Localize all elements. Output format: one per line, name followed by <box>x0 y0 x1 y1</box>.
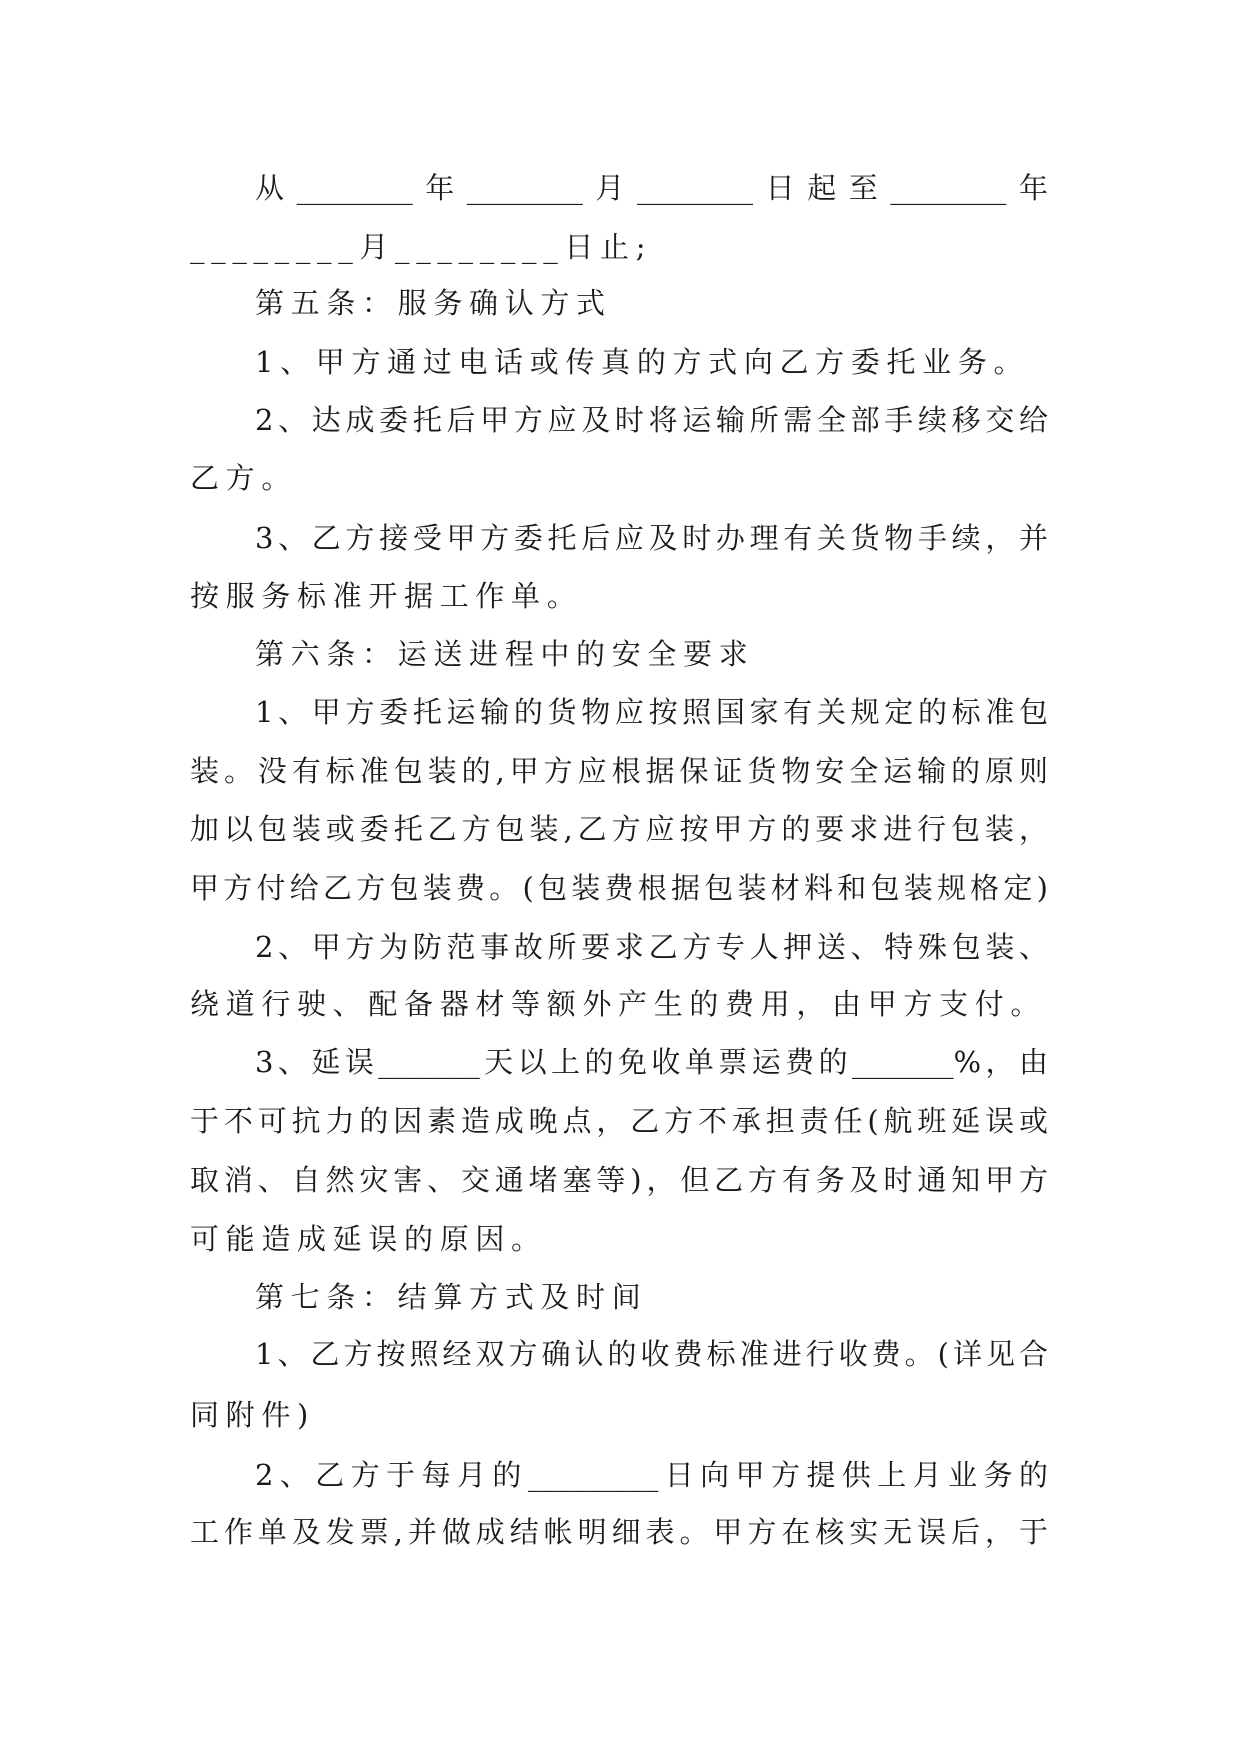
text-line: 1、甲方通过电话或传真的方式向乙方委托业务。 <box>255 345 1030 379</box>
text-line: 绕道行驶、配备器材等额外产生的费用，由甲方支付。 <box>190 987 1047 1021</box>
section-heading: 第六条：运送进程中的安全要求 <box>255 637 755 671</box>
text-line: 取消、自然灾害、交通堵塞等)，但乙方有务及时通知甲方 <box>190 1163 1048 1197</box>
text-line: 1、甲方委托运输的货物应按照国家有关规定的标准包 <box>255 695 1048 729</box>
text-line: 2、乙方于每月的_________日向甲方提供上月业务的 <box>255 1458 1048 1492</box>
text-line: 2、甲方为防范事故所要求乙方专人押送、特殊包装、 <box>255 930 1048 964</box>
text-line: 于不可抗力的因素造成晚点，乙方不承担责任(航班延误或 <box>190 1104 1048 1138</box>
text-line: 乙方。 <box>190 461 298 495</box>
text-line: 从________年________月________日起至________年 <box>255 171 1048 205</box>
text-line: 3、乙方接受甲方委托后应及时办理有关货物手续，并 <box>255 521 1048 555</box>
text-line: 同附件) <box>190 1398 315 1432</box>
text-line: 3、延误_______天以上的免收单票运费的_______%，由 <box>255 1045 1048 1079</box>
text-line: 甲方付给乙方包装费。(包装费根据包装材料和包装规格定) <box>190 871 1048 905</box>
text-line: ________月________日止; <box>190 230 653 264</box>
text-line: 装。没有标准包装的,甲方应根据保证货物安全运输的原则 <box>190 754 1048 788</box>
section-heading: 第五条：服务确认方式 <box>255 286 612 320</box>
section-heading: 第七条：结算方式及时间 <box>255 1280 648 1314</box>
text-line: 加以包装或委托乙方包装,乙方应按甲方的要求进行包装， <box>190 812 1048 846</box>
text-line: 2、达成委托后甲方应及时将运输所需全部手续移交给 <box>255 403 1048 437</box>
text-line: 1、乙方按照经双方确认的收费标准进行收费。(详见合 <box>255 1337 1048 1371</box>
text-line: 按服务标准开据工作单。 <box>190 579 583 613</box>
text-line: 可能造成延误的原因。 <box>190 1222 547 1256</box>
text-line: 工作单及发票,并做成结帐明细表。甲方在核实无误后，于 <box>190 1515 1048 1549</box>
